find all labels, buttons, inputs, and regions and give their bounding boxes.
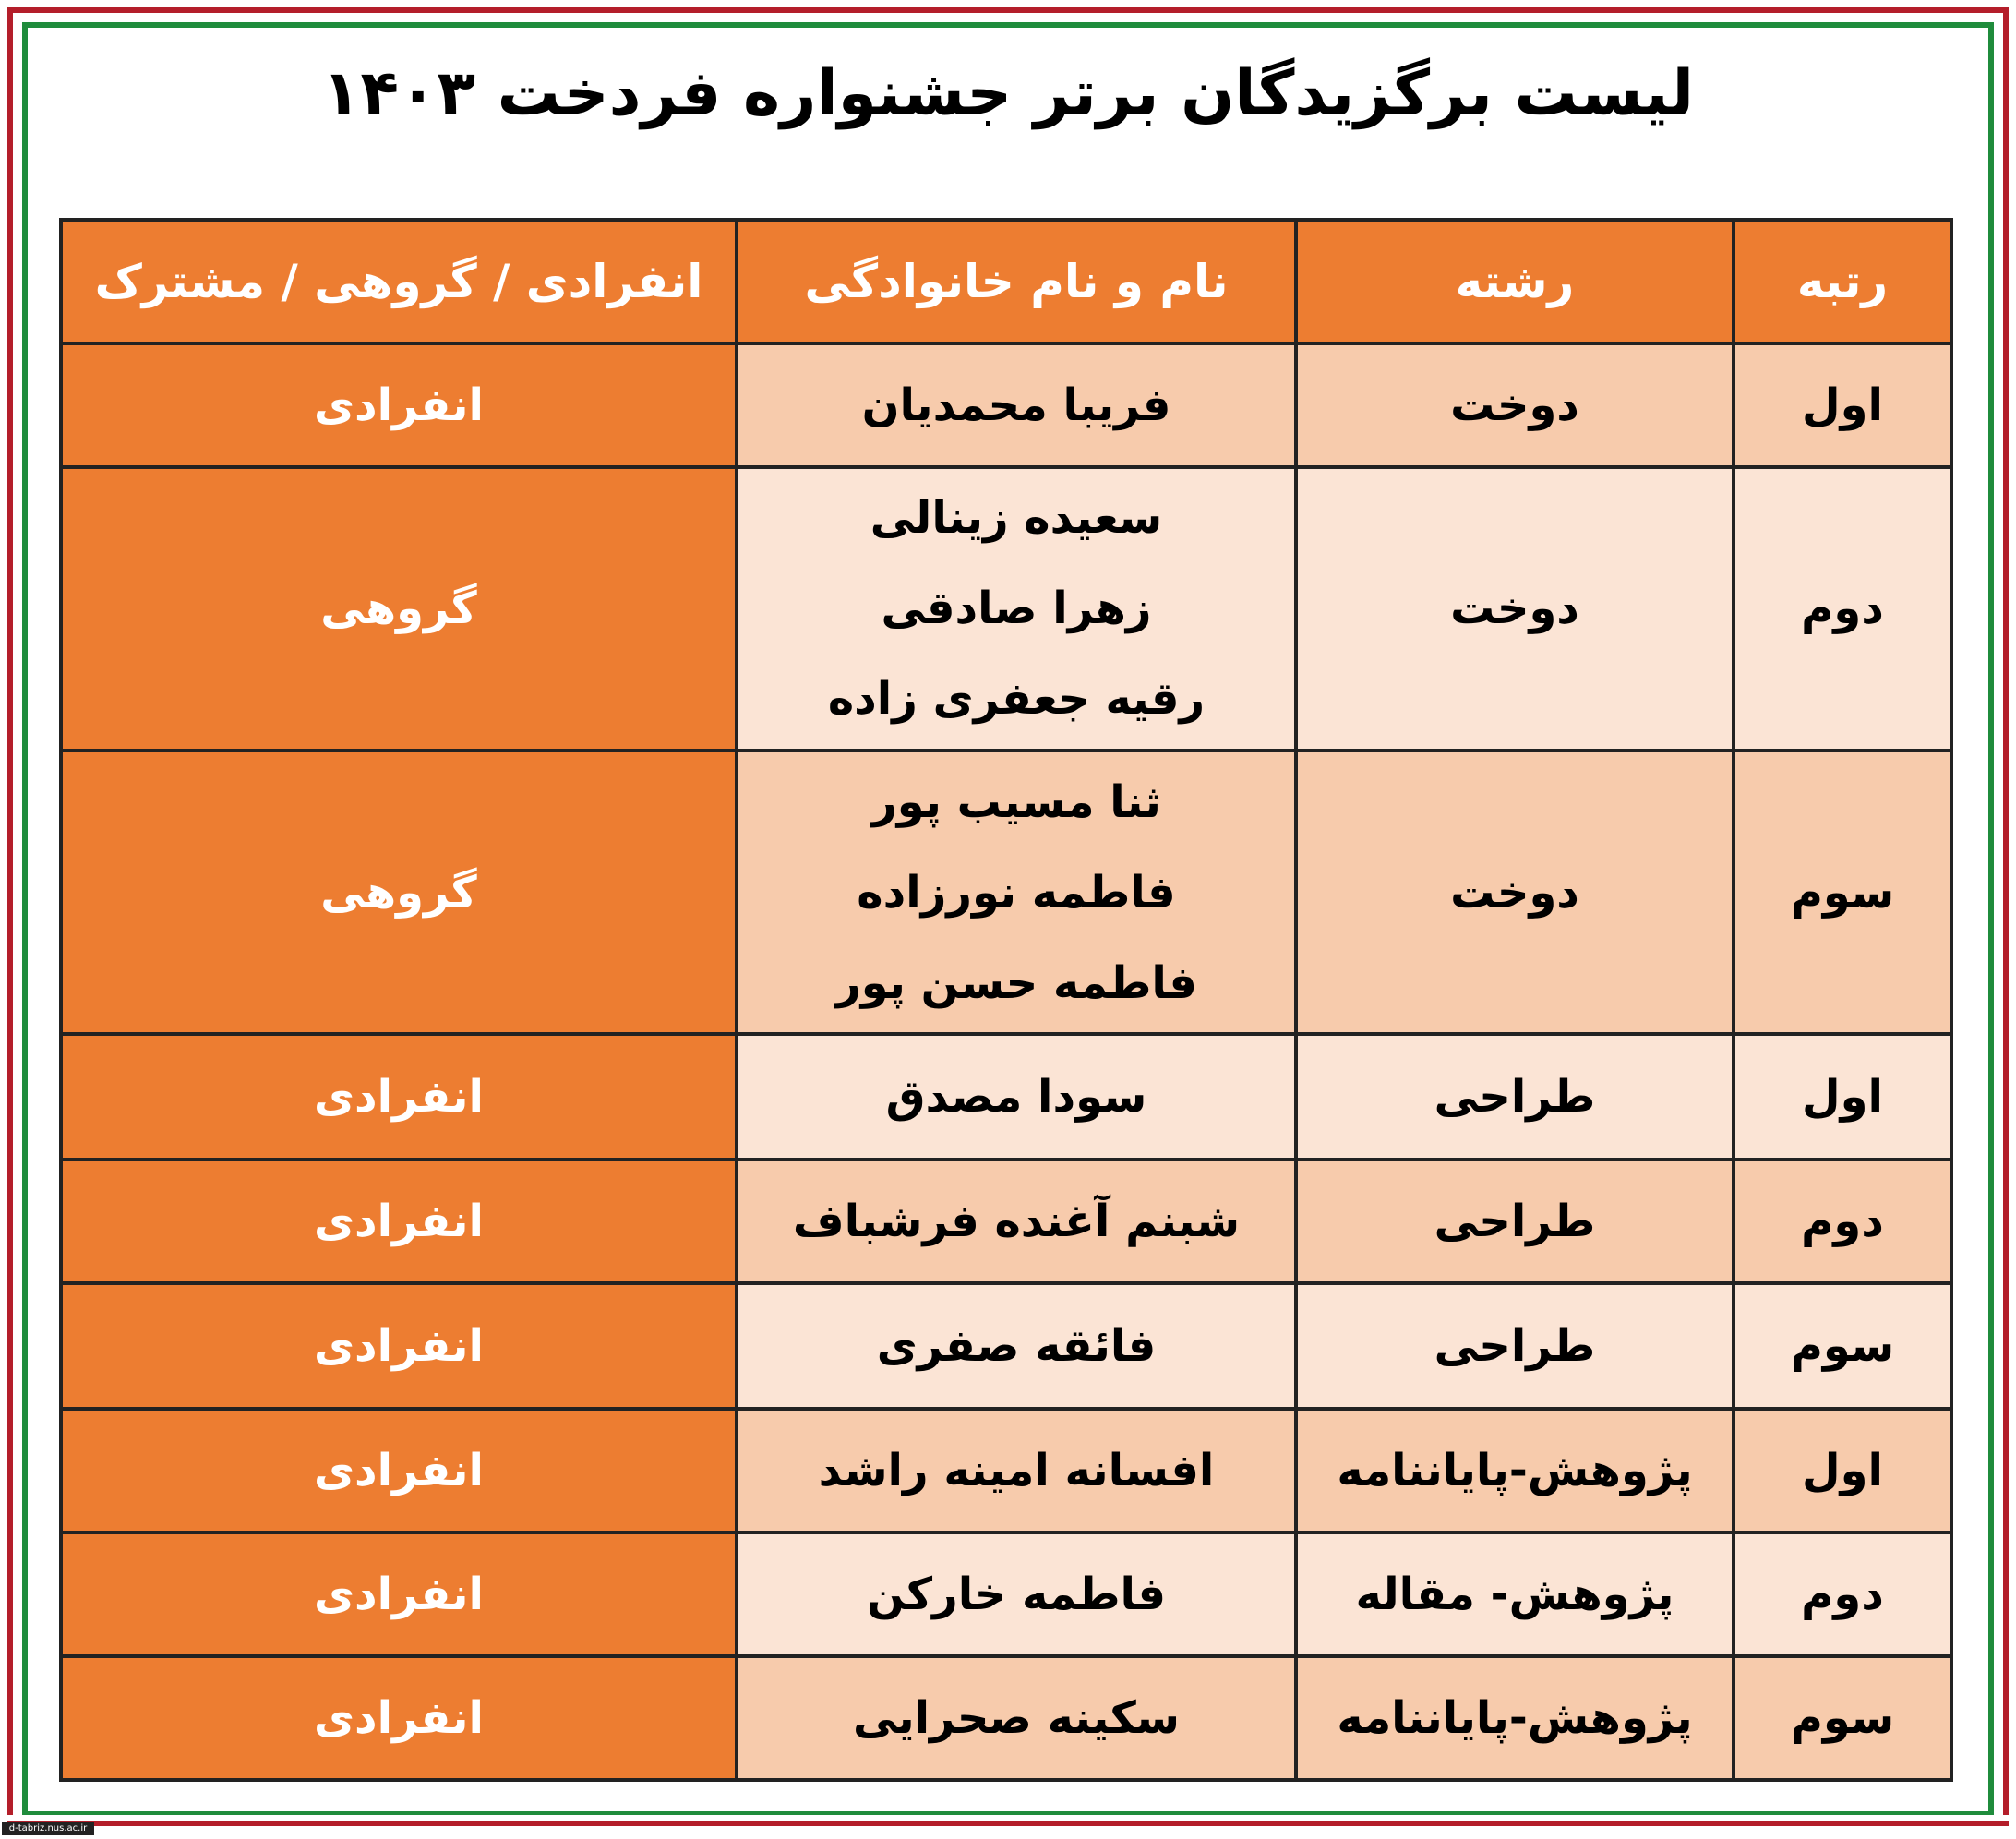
cell-type: انفرادی — [61, 1283, 737, 1409]
header-field: رشته — [1296, 220, 1734, 343]
cell-type: گروهی — [61, 467, 737, 751]
cell-type: انفرادی — [61, 1409, 737, 1532]
participant-name: شبنم آغنده فرشباف — [792, 1196, 1241, 1248]
cell-field: دوخت — [1296, 343, 1734, 467]
participant-name: ثنا مسیب پور — [871, 775, 1161, 828]
cell-field: پژوهش- مقاله — [1296, 1532, 1734, 1656]
cell-names — [737, 1409, 1296, 1532]
cell-type: انفرادی — [61, 1532, 737, 1656]
cell-field: طراحی — [1296, 1034, 1734, 1160]
participant-name: سکینه صحرایی — [853, 1692, 1180, 1744]
cell-names — [737, 1283, 1296, 1409]
header-rank: رتبه — [1734, 220, 1951, 343]
participant-name: زهرا صادقی — [881, 583, 1152, 635]
cell-names — [737, 467, 1296, 751]
header-type: انفرادی / گروهی / مشترک — [61, 220, 737, 343]
participant-name: فاطمه خارکن — [866, 1569, 1167, 1621]
cell-names — [737, 1656, 1296, 1780]
participant-name: رقیه جعفری زاده — [827, 673, 1206, 726]
participant-name: سعیده زینالی — [870, 492, 1163, 545]
cell-type: انفرادی — [61, 1160, 737, 1283]
cell-type: انفرادی — [61, 1656, 737, 1780]
cell-names — [737, 1532, 1296, 1656]
cell-field: دوخت — [1296, 751, 1734, 1034]
cell-rank: اول — [1734, 343, 1951, 467]
cell-rank: اول — [1734, 1034, 1951, 1160]
cell-rank: دوم — [1734, 1532, 1951, 1656]
cell-type: انفرادی — [61, 343, 737, 467]
table-row — [61, 1283, 1951, 1409]
cell-names — [737, 1160, 1296, 1283]
page-title: لیست برگزیدگان برتر جشنواره فردخت ۱۴۰۳ — [321, 57, 1695, 130]
table-row — [61, 1034, 1951, 1160]
winners-table — [59, 218, 1953, 1782]
cell-field: طراحی — [1296, 1283, 1734, 1409]
table-row — [61, 343, 1951, 467]
cell-rank: سوم — [1734, 1656, 1951, 1780]
header-name: نام و نام خانوادگی — [737, 220, 1296, 343]
table-row — [61, 1409, 1951, 1532]
watermark: d-tabriz.nus.ac.ir — [2, 1822, 94, 1835]
table-row — [61, 1160, 1951, 1283]
participant-name: فاطمه نورزاده — [857, 866, 1176, 919]
cell-type: گروهی — [61, 751, 737, 1034]
cell-rank: دوم — [1734, 1160, 1951, 1283]
table-header-row — [61, 220, 1951, 343]
cell-type: انفرادی — [61, 1034, 737, 1160]
participant-name: فاطمه حسن پور — [835, 956, 1197, 1009]
cell-field: پژوهش-پایاننامه — [1296, 1409, 1734, 1532]
cell-field: دوخت — [1296, 467, 1734, 751]
cell-rank: سوم — [1734, 751, 1951, 1034]
table-row — [61, 467, 1951, 751]
cell-rank: دوم — [1734, 467, 1951, 751]
participant-name: افسانه امینه راشد — [818, 1445, 1215, 1497]
cell-rank: سوم — [1734, 1283, 1951, 1409]
cell-names — [737, 1034, 1296, 1160]
participant-name: سودا مصدق — [885, 1071, 1147, 1124]
participant-name: فائقه صفری — [876, 1320, 1157, 1373]
cell-names — [737, 751, 1296, 1034]
table-body — [61, 343, 1951, 1780]
participant-name: فریبا محمدیان — [861, 379, 1171, 431]
cell-rank: اول — [1734, 1409, 1951, 1532]
cell-field: پژوهش-پایاننامه — [1296, 1656, 1734, 1780]
table-row — [61, 1656, 1951, 1780]
table-row — [61, 1532, 1951, 1656]
frame-bottom-red — [7, 1821, 2009, 1826]
cell-names — [737, 343, 1296, 467]
table-row — [61, 751, 1951, 1034]
cell-field: طراحی — [1296, 1160, 1734, 1283]
